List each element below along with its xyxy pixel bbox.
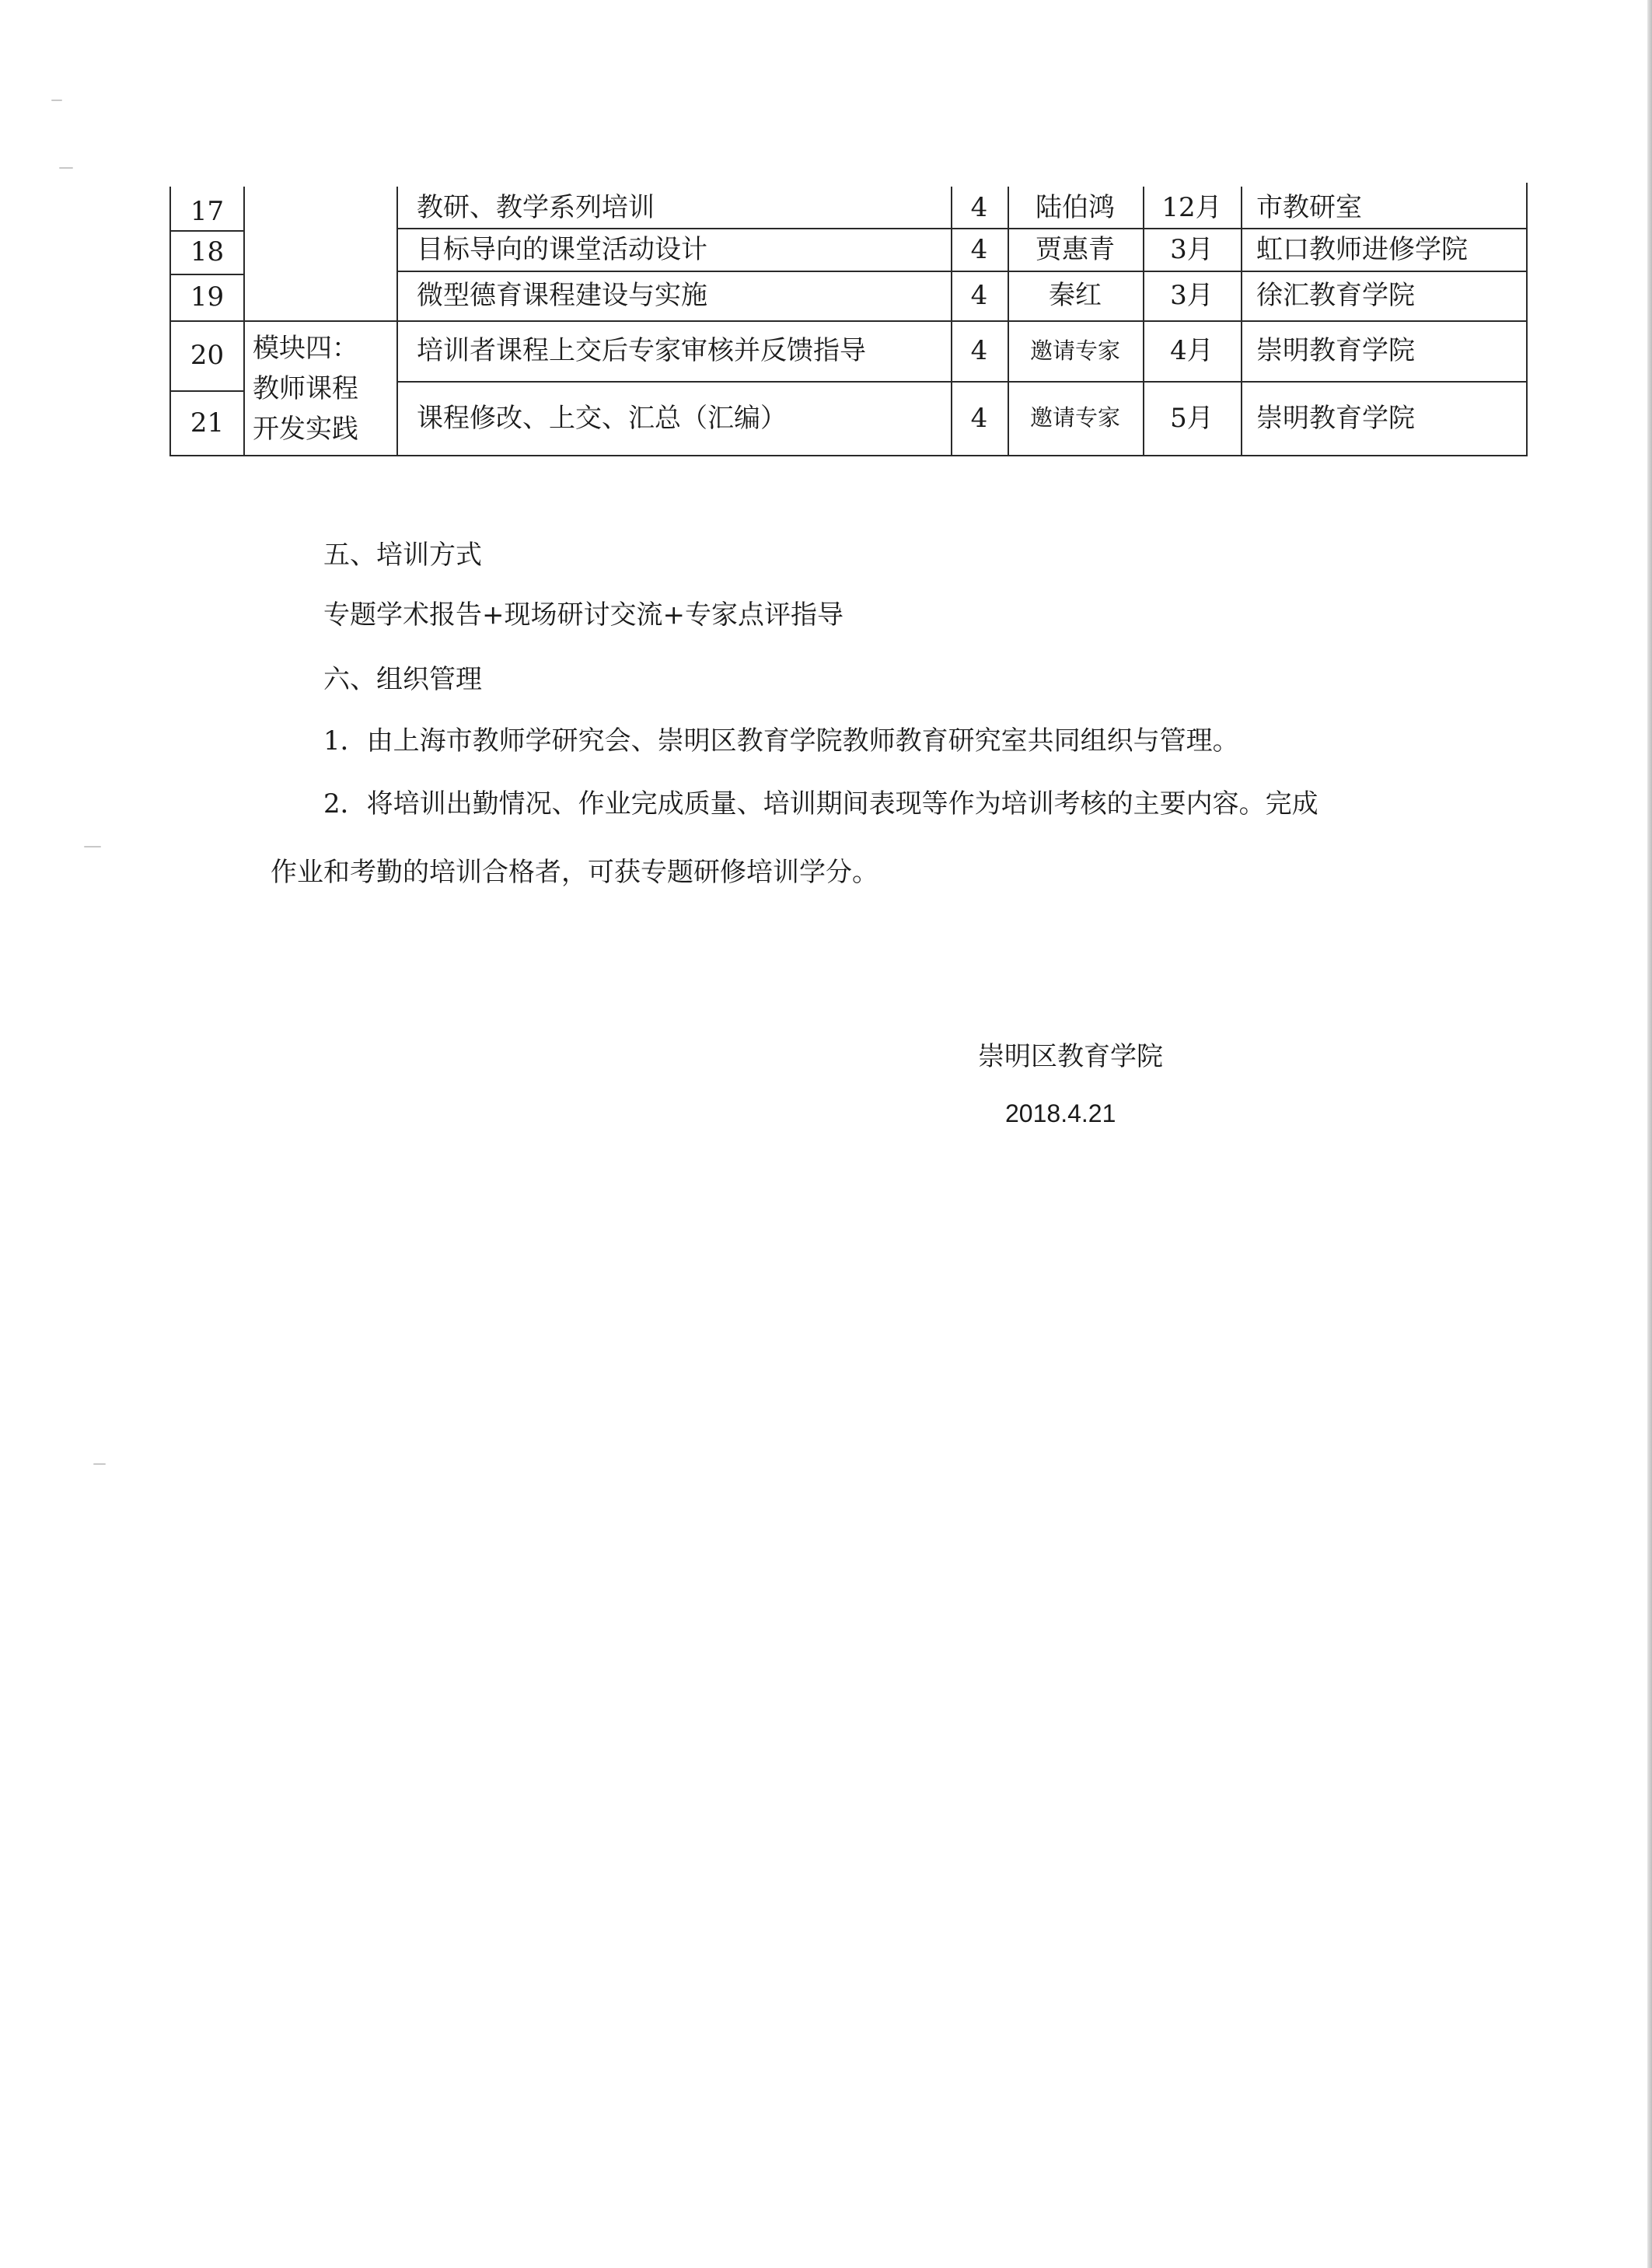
module-4-line-3: 开发实践 (253, 414, 358, 445)
table-row-19-place: 徐汇教育学院 (1256, 280, 1415, 311)
table-row-21-month: 5月 (1170, 402, 1214, 434)
section-6-item-2-line-2: 作业和考勤的培训合格者，可获专题研修培训学分。 (271, 857, 878, 888)
table-row-17-month: 12月 (1161, 191, 1222, 223)
table-row-20-month: 4月 (1170, 335, 1214, 366)
course-table (169, 187, 1528, 456)
table-row-17-topic: 教研、教学系列培训 (417, 191, 655, 223)
table-row-18-place: 虹口教师进修学院 (1256, 233, 1468, 265)
table-row-19-month: 3月 (1170, 280, 1214, 311)
table-row-20-lecturer: 邀请专家 (1029, 337, 1120, 364)
table-row-18-lecturer: 贾惠青 (1036, 233, 1115, 265)
table-row-21-hours: 4 (970, 402, 988, 434)
scan-speck (93, 1463, 106, 1465)
signature-date: 2018.4.21 (1005, 1099, 1116, 1127)
table-row-17-place: 市教研室 (1256, 191, 1362, 223)
table-row-19-lecturer: 秦红 (1049, 280, 1102, 311)
table-row-18-no: 18 (190, 236, 225, 267)
table-row-21-place: 崇明教育学院 (1256, 402, 1415, 434)
table-row-18-hours: 4 (970, 233, 988, 265)
section-5-text: 专题学术报告+现场研讨交流+专家点评指导 (323, 599, 843, 631)
module-4-label (245, 328, 396, 453)
signature-org: 崇明区教育学院 (978, 1041, 1163, 1072)
scan-edge (1647, 0, 1652, 2268)
table-row-19-hours: 4 (970, 280, 988, 311)
scan-speck (59, 167, 73, 169)
table-row-17-hours: 4 (970, 191, 988, 223)
module-4-line-2: 教师课程 (253, 373, 358, 404)
module-4-line-1: 模块四： (253, 333, 358, 364)
table-row-20-hours: 4 (970, 335, 988, 366)
table-row-20-place: 崇明教育学院 (1256, 335, 1415, 366)
table-row-18-topic: 目标导向的课堂活动设计 (417, 233, 707, 265)
table-row-19-no: 19 (190, 281, 225, 313)
section-6-item-2-line-1: 2．将培训出勤情况、作业完成质量、培训期间表现等作为培训考核的主要内容。完成 (323, 788, 1318, 819)
table-row-21-lecturer: 邀请专家 (1029, 404, 1120, 431)
table-row-18-month: 3月 (1170, 233, 1214, 265)
table-row-20-topic: 培训者课程上交后专家审核并反馈指导 (417, 335, 866, 366)
table-row-21-no: 21 (190, 407, 225, 439)
scan-speck (84, 846, 101, 847)
table-row-20-no: 20 (190, 340, 225, 371)
section-5-heading: 五、培训方式 (323, 540, 482, 571)
table-row-17-lecturer: 陆伯鸿 (1036, 191, 1115, 223)
table-row-19-topic: 微型德育课程建设与实施 (417, 280, 707, 311)
table-row-17-no: 17 (190, 196, 225, 227)
section-6-heading: 六、组织管理 (323, 664, 482, 695)
scan-speck (51, 100, 62, 101)
section-6-item-1: 1．由上海市教师学研究会、崇明区教育学院教师教育研究室共同组织与管理。 (323, 725, 1239, 757)
table-row-21-topic: 课程修改、上交、汇总（汇编） (417, 402, 787, 434)
